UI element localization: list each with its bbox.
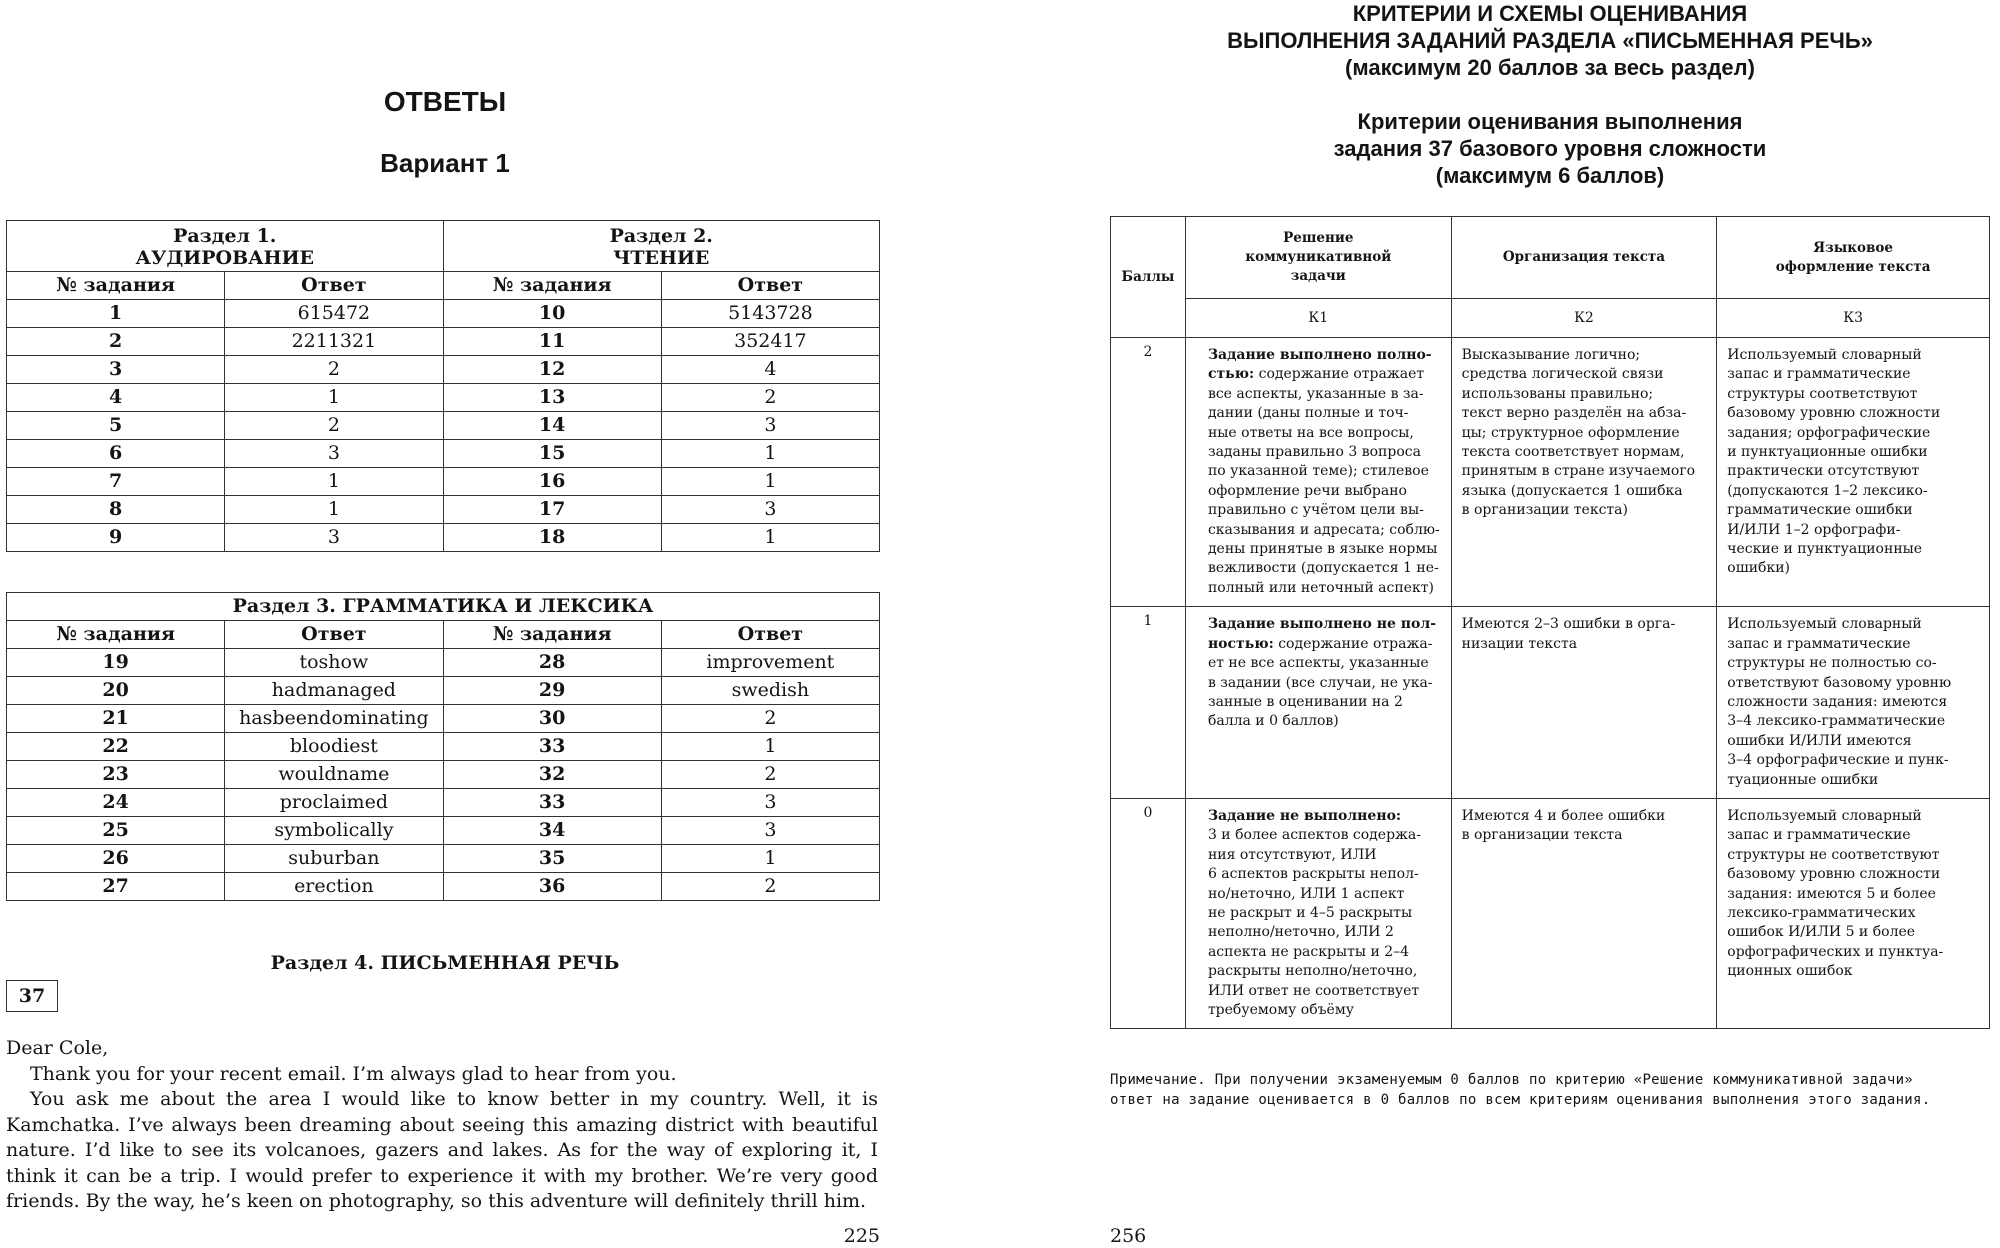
k1-label: К1 xyxy=(1185,299,1451,338)
section1-header: Раздел 1. АУДИРОВАНИЕ xyxy=(7,221,444,272)
table-row xyxy=(7,845,880,873)
task-number-cell: 18 xyxy=(443,524,661,552)
answer-cell: symbolically xyxy=(225,817,443,845)
criteria-c3-cell: Используемый словарный запас и грамматические структуры не соответствуют базовому уровню сложности задания: имеются 5 и более лексико-грамматических ошибок И/ИЛИ 5 и более орфографических и пунктуа- ционных ошибок xyxy=(1717,798,1990,1028)
task-number-box: 37 xyxy=(6,980,58,1012)
col-task: № задания xyxy=(443,272,661,300)
section4-heading: Раздел 4. ПИСЬМЕННАЯ РЕЧЬ xyxy=(270,952,620,974)
task-number-cell: 5 xyxy=(7,412,225,440)
table-row xyxy=(7,649,880,677)
col-answer: Ответ xyxy=(661,621,879,649)
score-cell: 0 xyxy=(1111,798,1186,1028)
score-cell: 2 xyxy=(1111,338,1186,607)
col-task: № задания xyxy=(7,621,225,649)
answer-cell: 1 xyxy=(661,845,879,873)
criteria-row xyxy=(1111,338,1990,607)
answer-cell: 1 xyxy=(225,384,443,412)
sample-letter xyxy=(6,1036,878,1215)
task-number-cell: 17 xyxy=(443,496,661,524)
task-number-cell: 33 xyxy=(443,733,661,761)
left-page xyxy=(0,0,890,1248)
answer-cell: erection xyxy=(225,873,443,901)
answer-cell: 1 xyxy=(661,733,879,761)
criteria-c3-cell: Используемый словарный запас и грамматические структуры не полностью со- ответствуют базовому уровню сложности задания: имеются 3–4 лексико-грамматические ошибки И/ИЛИ имеются 3–4 орфографические и пунк- туационные ошибки xyxy=(1717,607,1990,799)
answer-cell: 3 xyxy=(661,817,879,845)
answer-cell: 1 xyxy=(661,524,879,552)
task-number-cell: 16 xyxy=(443,468,661,496)
variant-heading: Вариант 1 xyxy=(380,148,510,178)
table-row xyxy=(7,817,880,845)
answers-table-section-3 xyxy=(6,592,880,901)
task-number-cell: 28 xyxy=(443,649,661,677)
section3-header: Раздел 3. ГРАММАТИКА И ЛЕКСИКА xyxy=(7,593,880,621)
task-number-cell: 7 xyxy=(7,468,225,496)
table-row xyxy=(7,677,880,705)
section2-header: Раздел 2. ЧТЕНИЕ xyxy=(443,221,880,272)
answer-cell: 2 xyxy=(661,384,879,412)
answer-cell: 3 xyxy=(661,412,879,440)
task-number-cell: 1 xyxy=(7,300,225,328)
page-number: 225 xyxy=(843,1225,880,1247)
table-row xyxy=(7,733,880,761)
task-number-cell: 8 xyxy=(7,496,225,524)
column-header-row xyxy=(7,272,880,300)
right-page xyxy=(1100,0,2000,1248)
table-row xyxy=(7,524,880,552)
table-row xyxy=(7,328,880,356)
answer-cell: toshow xyxy=(225,649,443,677)
task-number-cell: 26 xyxy=(7,845,225,873)
table-row xyxy=(7,412,880,440)
task-number-cell: 15 xyxy=(443,440,661,468)
table-row xyxy=(7,496,880,524)
task-number-cell: 12 xyxy=(443,356,661,384)
criteria-table xyxy=(1110,216,1990,1029)
task-number-cell: 4 xyxy=(7,384,225,412)
criteria-row xyxy=(1111,798,1990,1028)
answer-cell: 1 xyxy=(661,440,879,468)
col-answer: Ответ xyxy=(225,621,443,649)
task-number-cell: 33 xyxy=(443,789,661,817)
header-k2: Организация текста xyxy=(1451,217,1717,299)
col-answer: Ответ xyxy=(225,272,443,300)
answer-cell: 2 xyxy=(661,873,879,901)
answer-cell: 3 xyxy=(661,789,879,817)
answer-cell: suburban xyxy=(225,845,443,873)
answer-cell: 4 xyxy=(661,356,879,384)
task-number-cell: 3 xyxy=(7,356,225,384)
col-answer: Ответ xyxy=(661,272,879,300)
answer-cell: proclaimed xyxy=(225,789,443,817)
k3-label: К3 xyxy=(1717,299,1990,338)
table-row xyxy=(7,384,880,412)
answer-cell: 5143728 xyxy=(661,300,879,328)
k2-label: К2 xyxy=(1451,299,1717,338)
answer-cell: 2211321 xyxy=(225,328,443,356)
answer-cell: 3 xyxy=(225,524,443,552)
answer-cell: 2 xyxy=(661,761,879,789)
answer-cell: 615472 xyxy=(225,300,443,328)
score-cell: 1 xyxy=(1111,607,1186,799)
task-number-cell: 30 xyxy=(443,705,661,733)
task-number-cell: 2 xyxy=(7,328,225,356)
answer-cell: swedish xyxy=(661,677,879,705)
criteria-c2-cell: Высказывание логично; средства логической связи использованы правильно; текст верно разделён на абза- цы; структурное оформление текста соответствует нормам, принятым в стране изучаемого языка (допускается 1 ошибка в организации текста) xyxy=(1451,338,1717,607)
answer-cell: wouldname xyxy=(225,761,443,789)
answer-cell: 2 xyxy=(225,356,443,384)
page-number: 256 xyxy=(1110,1225,1147,1247)
answer-cell: improvement xyxy=(661,649,879,677)
criteria-row xyxy=(1111,607,1990,799)
answer-cell: 2 xyxy=(661,705,879,733)
task-number-cell: 35 xyxy=(443,845,661,873)
criteria-rows xyxy=(1111,338,1990,1029)
col-task: № задания xyxy=(443,621,661,649)
answer-cell: 1 xyxy=(661,468,879,496)
rows12 xyxy=(7,300,880,552)
table-row xyxy=(7,356,880,384)
col-task: № задания xyxy=(7,272,225,300)
header-k3: Языковое оформление текста xyxy=(1717,217,1990,299)
task-number-cell: 24 xyxy=(7,789,225,817)
answer-cell: 3 xyxy=(225,440,443,468)
answer-cell: 3 xyxy=(661,496,879,524)
note-line-1: Примечание. При получении экзаменуемым 0 баллов по критерию «Решение коммуникативной задачи» xyxy=(1110,1072,1914,1088)
header-score: Баллы xyxy=(1111,217,1186,338)
task-number-cell: 10 xyxy=(443,300,661,328)
task-number-cell: 34 xyxy=(443,817,661,845)
answers-heading: ОТВЕТЫ xyxy=(383,86,507,117)
letter-greeting: Dear Cole, xyxy=(6,1037,109,1059)
answers-table-sections-1-2 xyxy=(6,220,880,552)
task-number-cell: 29 xyxy=(443,677,661,705)
answer-cell: bloodiest xyxy=(225,733,443,761)
table-row xyxy=(7,789,880,817)
task-number-cell: 21 xyxy=(7,705,225,733)
criteria-c1-cell: Задание не выполнено: 3 и более аспектов содержа- ния отсутствуют, ИЛИ 6 аспектов раскрыты непол- но/неточно, ИЛИ 1 аспект не раскрыт и 4–5 раскрыты неполно/неточно, ИЛИ 2 аспекта не раскрыты и 2–4 раскрыты неполно/неточно, ИЛИ ответ не соответствует требуемому объёму xyxy=(1185,798,1451,1028)
table-row xyxy=(7,705,880,733)
answer-cell: 1 xyxy=(225,468,443,496)
criteria-subtitle: Критерии оценивания выполнения задания 37 базового уровня сложности (максимум 6 баллов) xyxy=(1333,109,1767,188)
letter-paragraph-2: You ask me about the area I would like to know better in my country. Well, it is Kamchatka. I’ve always been dreaming about seeing this amazing district with beautiful nature. I’d like to see its volcanoes, gazers and lakes. As for the way of exploring it, I think it can be a trip. I would prefer to experience it with my brother. We’re very good friends. By the way, he’s keen on photography, so this adventure will definitely thrill him. xyxy=(6,1088,878,1212)
criteria-c1-cell: Задание выполнено не пол- ностью: содержание отража- ет не все аспекты, указанные в задании (все случаи, не ука- занные в оценивании на 2 балла и 0 баллов) xyxy=(1185,607,1451,799)
table-row xyxy=(7,761,880,789)
answer-cell: 2 xyxy=(225,412,443,440)
answer-cell: hasbeendominating xyxy=(225,705,443,733)
criteria-c2-cell: Имеются 4 и более ошибки в организации текста xyxy=(1451,798,1717,1028)
table-row xyxy=(7,300,880,328)
answer-cell: 352417 xyxy=(661,328,879,356)
column-header-row xyxy=(7,621,880,649)
note xyxy=(1110,1070,1990,1110)
letter-paragraph-1: Thank you for your recent email. I’m always glad to hear from you. xyxy=(30,1062,677,1085)
criteria-c1-cell: Задание выполнено полно- стью: содержание отражает все аспекты, указанные в за- дании (даны полные и точ- ные ответы на все вопросы, заданы правильно 3 вопроса по указанной теме); стилевое оформление речи выбрано правильно с учётом цели вы- сказывания и адресата; соблю- дены принятые в языке нормы вежливости (допускается 1 не- полный или неточный аспект) xyxy=(1185,338,1451,607)
task-number-cell: 22 xyxy=(7,733,225,761)
criteria-c3-cell: Используемый словарный запас и грамматические структуры соответствуют базовому уровню сложности задания; орфографические и пунктуационные ошибки практически отсутствуют (допускаются 1–2 лексико- грамматические ошибки И/ИЛИ 1–2 орфографи- ческие и пунктуационные ошибки) xyxy=(1717,338,1990,607)
task-number-cell: 19 xyxy=(7,649,225,677)
header-k1: Решение коммуникативной задачи xyxy=(1185,217,1451,299)
task-number-cell: 36 xyxy=(443,873,661,901)
criteria-c2-cell: Имеются 2–3 ошибки в орга- низации текста xyxy=(1451,607,1717,799)
task-number-cell: 20 xyxy=(7,677,225,705)
table-row xyxy=(7,440,880,468)
answer-cell: 1 xyxy=(225,496,443,524)
criteria-title: КРИТЕРИИ И СХЕМЫ ОЦЕНИВАНИЯ ВЫПОЛНЕНИЯ ЗАДАНИЙ РАЗДЕЛА «ПИСЬМЕННАЯ РЕЧЬ» (максимум 20 баллов за весь раздел) xyxy=(1227,1,1873,80)
answer-cell: hadmanaged xyxy=(225,677,443,705)
task-number-cell: 14 xyxy=(443,412,661,440)
table-row xyxy=(7,873,880,901)
task-number-cell: 32 xyxy=(443,761,661,789)
task-number-cell: 11 xyxy=(443,328,661,356)
rows3 xyxy=(7,649,880,901)
task-number-cell: 9 xyxy=(7,524,225,552)
note-line-2: ответ на задание оценивается в 0 баллов по всем критериям оценивания выполнения этого задания. xyxy=(1110,1092,1931,1108)
task-number-cell: 27 xyxy=(7,873,225,901)
task-number-cell: 6 xyxy=(7,440,225,468)
table-row xyxy=(7,468,880,496)
task-number-cell: 13 xyxy=(443,384,661,412)
task-number-cell: 25 xyxy=(7,817,225,845)
task-number-cell: 23 xyxy=(7,761,225,789)
